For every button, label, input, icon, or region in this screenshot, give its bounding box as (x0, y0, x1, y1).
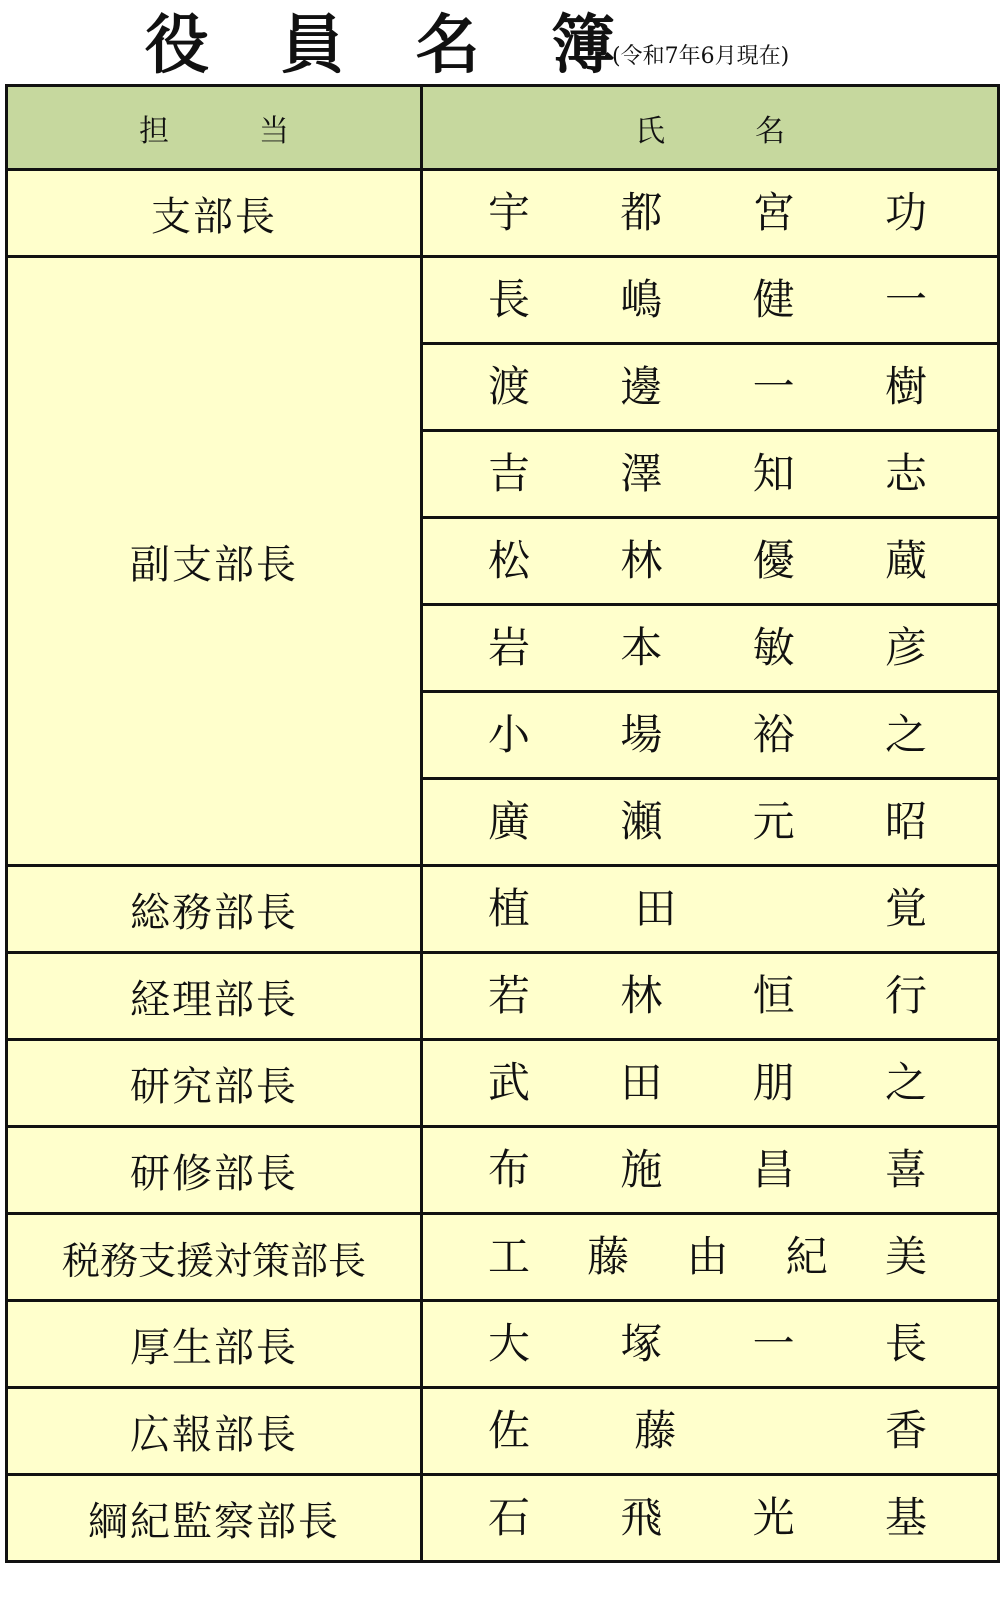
title-char: 簿 (550, 8, 615, 83)
name-char: 施 (620, 1145, 663, 1194)
name-cell (422, 1127, 999, 1214)
name-char: 基 (884, 1493, 927, 1542)
name-header-char: 氏 (635, 113, 665, 149)
title-char: 役 (145, 8, 209, 83)
name-char: 宇 (488, 188, 531, 237)
name-char: 志 (884, 449, 927, 498)
name-char: 布 (488, 1145, 531, 1194)
title-char: 員 (280, 8, 345, 83)
title-date: (令和7年6月現在) (612, 44, 790, 69)
name-cell (422, 1388, 999, 1475)
name-char: 知 (752, 449, 795, 498)
name-char: 場 (620, 710, 663, 759)
name-char: 瀬 (620, 797, 663, 846)
name-char: 石 (488, 1493, 531, 1542)
name-char: 佐 (488, 1406, 531, 1455)
name-char: 元 (752, 797, 795, 846)
name-cell (422, 1301, 999, 1388)
name-char: 嶋 (620, 275, 663, 324)
name-cell (422, 779, 999, 866)
role-cell: 総務部長 (7, 866, 422, 953)
name-char: 功 (884, 188, 927, 237)
name-header (422, 86, 999, 170)
name-cell (422, 344, 999, 431)
name-char: 優 (752, 536, 795, 585)
name-char: 昌 (752, 1145, 795, 1194)
name-char: 松 (488, 536, 531, 585)
table-row (7, 1475, 999, 1562)
name-char: 恒 (752, 971, 795, 1020)
name-char: 敏 (752, 623, 795, 672)
name-char: 邊 (620, 362, 663, 411)
name-char: 本 (620, 623, 663, 672)
table-row (7, 1040, 999, 1127)
name-char: 昭 (884, 797, 927, 846)
name-char: 一 (752, 362, 795, 411)
name-char: 光 (752, 1493, 795, 1542)
name-char: 廣 (488, 797, 531, 846)
name-char: 大 (488, 1319, 531, 1368)
name-cell (422, 1214, 999, 1301)
officer-roster-table (5, 84, 1000, 1563)
table-row (7, 1214, 999, 1301)
role-cell: 支部長 (7, 170, 422, 257)
title-char: 名 (415, 8, 480, 83)
name-char: 田 (634, 884, 677, 933)
name-char: 藤 (587, 1232, 630, 1281)
name-char: 都 (620, 188, 663, 237)
name-char: 喜 (884, 1145, 927, 1194)
name-char: 彦 (884, 623, 927, 672)
name-char: 之 (884, 1058, 927, 1107)
name-header-char: 名 (755, 113, 785, 149)
role-cell: 厚生部長 (7, 1301, 422, 1388)
name-char: 工 (488, 1232, 531, 1281)
role-cell: 税務支援対策部長 (7, 1214, 422, 1301)
name-char: 渡 (488, 362, 531, 411)
title-bar (0, 0, 1000, 86)
name-cell (422, 605, 999, 692)
name-char: 紀 (785, 1232, 828, 1281)
name-char: 武 (488, 1058, 531, 1107)
name-char: 宮 (752, 188, 795, 237)
name-char: 若 (488, 971, 531, 1020)
table-row (7, 1127, 999, 1214)
name-cell (422, 1040, 999, 1127)
table-row (7, 1301, 999, 1388)
role-cell: 経理部長 (7, 953, 422, 1040)
name-char: 健 (752, 275, 795, 324)
name-char: 朋 (752, 1058, 795, 1107)
name-char: 林 (620, 536, 663, 585)
name-char: 美 (884, 1232, 927, 1281)
name-char: 蔵 (884, 536, 927, 585)
name-cell (422, 1475, 999, 1562)
name-cell (422, 257, 999, 344)
name-char: 澤 (620, 449, 663, 498)
role-header-char: 当 (259, 113, 289, 149)
page-title (145, 10, 615, 82)
name-char: 行 (884, 971, 927, 1020)
table-row (7, 170, 999, 257)
name-char: 長 (488, 275, 531, 324)
name-char: 之 (884, 710, 927, 759)
name-char: 一 (752, 1319, 795, 1368)
role-cell: 広報部長 (7, 1388, 422, 1475)
name-char: 長 (884, 1319, 927, 1368)
name-char: 覚 (884, 884, 927, 933)
name-char: 小 (488, 710, 531, 759)
name-cell (422, 431, 999, 518)
name-char: 田 (620, 1058, 663, 1107)
name-char: 吉 (488, 449, 531, 498)
name-cell (422, 170, 999, 257)
role-cell: 研究部長 (7, 1040, 422, 1127)
name-char: 藤 (634, 1406, 677, 1455)
table-row (7, 953, 999, 1040)
name-char: 岩 (488, 623, 531, 672)
name-cell (422, 953, 999, 1040)
name-char: 由 (686, 1232, 729, 1281)
table-row (7, 257, 999, 344)
name-cell (422, 518, 999, 605)
role-cell: 研修部長 (7, 1127, 422, 1214)
name-char: 樹 (884, 362, 927, 411)
name-char: 一 (884, 275, 927, 324)
name-char: 飛 (620, 1493, 663, 1542)
role-cell: 綱紀監察部長 (7, 1475, 422, 1562)
name-char: 裕 (752, 710, 795, 759)
role-header (7, 86, 422, 170)
name-char: 塚 (620, 1319, 663, 1368)
name-char: 植 (488, 884, 531, 933)
role-cell: 副支部長 (7, 257, 422, 866)
header-row (7, 86, 999, 170)
role-header-char: 担 (139, 113, 169, 149)
table-row (7, 866, 999, 953)
table-row (7, 1388, 999, 1475)
name-char: 林 (620, 971, 663, 1020)
name-cell (422, 692, 999, 779)
name-char: 香 (884, 1406, 927, 1455)
name-cell (422, 866, 999, 953)
